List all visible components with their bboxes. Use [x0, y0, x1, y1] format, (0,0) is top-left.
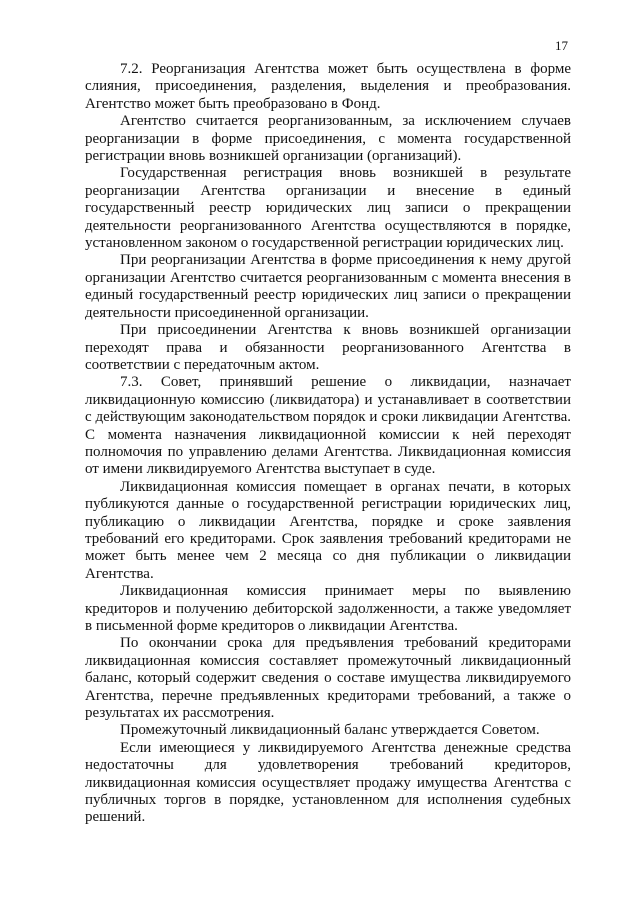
paragraph: Если имеющиеся у ликвидируемого Агентства денежные средства недостаточны для удовлетворения требований кредиторов, ликвидационная комиссия осуществляет продажу имущества Агентства с публичных торгов в порядке, установленном для исполнения судебных решений. [85, 739, 571, 826]
paragraph: При реорганизации Агентства в форме присоединения к нему другой организации Агентство считается реорганизованным с момента внесения в единый государственный реестр юридических лиц записи о прекращении деятельности присоединенной организации. [85, 252, 571, 321]
paragraph: Агентство считается реорганизованным, за исключением случаев реорганизации в форме присоединения, с момента государственной регистрации вновь возникшей организации (организаций). [85, 113, 571, 165]
paragraph: При присоединении Агентства к вновь возникшей организации переходят права и обязанности реорганизованного Агентства в соответствии с передаточным актом. [85, 322, 571, 373]
page-number: 17 [555, 38, 568, 53]
paragraph: Ликвидационная комиссия помещает в органах печати, в которых публикуются данные о государственной регистрации юридических лиц, публикацию о ликвидации Агентства, порядке и сроке заявления требований его кредиторами. Срок заявления требований кредиторами не может быть менее чем 2 месяца со дня публикации о ликвидации Агентства. [85, 478, 571, 582]
paragraph: Государственная регистрация вновь возникшей в результате реорганизации Агентства организации и внесение в единый государственный реестр юридических лиц записи о прекращении деятельности реорганизованного Агентства осуществляются в порядке, установленном законом о государственной регистрации юридических лиц. [85, 165, 571, 252]
paragraph: Промежуточный ликвидационный баланс утверждается Советом. [120, 722, 540, 739]
paragraph-7-2: 7.2. Реорганизация Агентства может быть осуществлена в форме слияния, присоединения, разделения, выделения и преобразования. Агентство может быть преобразовано в Фонд. [85, 61, 571, 112]
paragraph-7-3: 7.3. Совет, принявший решение о ликвидации, назначает ликвидационную комиссию (ликвидатора) и устанавливает в соответствии с действующим законодательством порядок и сроки ликвидации Агентства. С момента назначения ликвидационной комиссии к ней переходят полномочия по управлению делами Агентства. Ликвидационная комиссия от имени ликвидируемого Агентства выступает в суде. [85, 374, 571, 478]
paragraph: По окончании срока для предъявления требований кредиторами ликвидационная комиссия составляет промежуточный ликвидационный баланс, который содержит сведения о составе имущества ликвидируемого Агентства, перечне предъявленных кредиторами требований, а также о результатах их рассмотрения. [85, 635, 571, 722]
paragraph: Ликвидационная комиссия принимает меры по выявлению кредиторов и получению дебиторской задолженности, а также уведомляет в письменной форме кредиторов о ликвидации Агентства. [85, 583, 571, 634]
document-body [85, 61, 571, 827]
